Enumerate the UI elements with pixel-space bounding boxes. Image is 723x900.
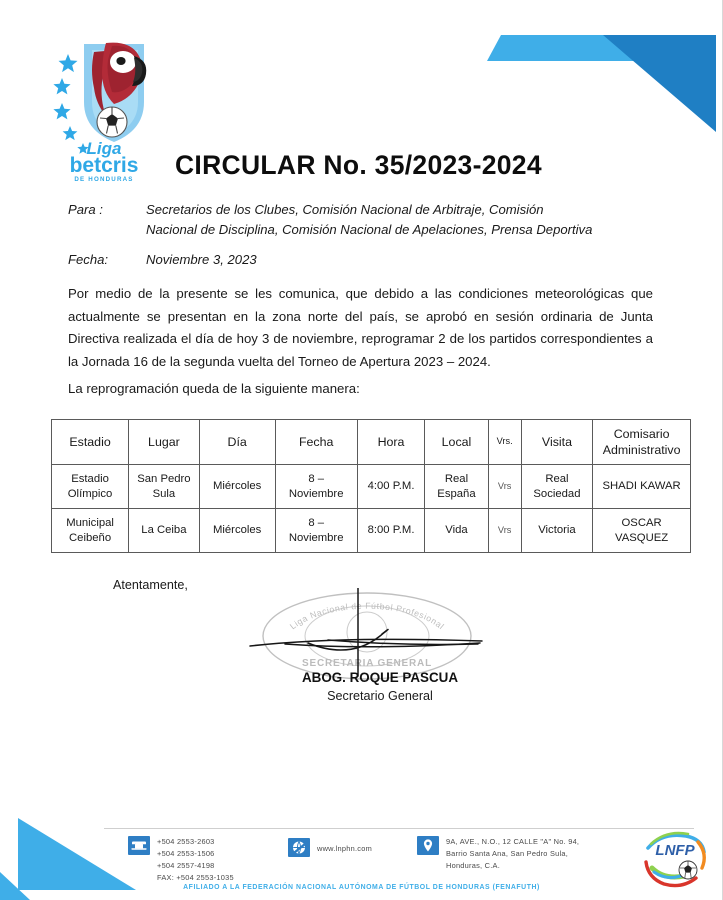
footer-address-group [417, 836, 579, 872]
footer-address-text [446, 836, 579, 872]
cell-fecha-line-2: Noviembre [288, 487, 344, 500]
address-line-2: Barrio Santa Ana, San Pedro Sula, [446, 848, 569, 858]
column-header-dia: Día [199, 420, 275, 465]
cell-local-line-1: Real [444, 472, 469, 485]
recipients-line-1: Secretarios de los Clubes, Comisión Nacional de Arbitraje, Comisión [146, 202, 544, 217]
fax-line: FAX: +504 2553-1035 [157, 872, 234, 882]
column-header-hora: Hora [357, 420, 425, 465]
cell-estadio [52, 509, 129, 553]
footer-divider [104, 828, 694, 829]
column-header-comisario-line-1: Comisario [613, 426, 670, 441]
cell-estadio-line-1: Estadio [71, 472, 109, 485]
cell-vrs: Vrs [488, 465, 521, 509]
lnfp-logo [640, 828, 710, 890]
recipients-block [68, 200, 668, 273]
column-header-local: Local [425, 420, 488, 465]
cell-comisario: SHADI KAWAR [593, 465, 691, 509]
cell-hora: 4:00 P.M. [357, 465, 425, 509]
table-body [52, 465, 691, 553]
cell-hora: 8:00 P.M. [357, 509, 425, 553]
lnfp-logo-text: LNFP [655, 842, 695, 859]
body-paragraph: Por medio de la presente se les comunica, que debido a las condiciones meteorológicas que actualmente se presentan en la zona norte del país, se aprobó en sesión ordinaria de Junta Directiva realizada el día de hoy 3 de noviembre, reprogramar 2 de los partidos correspondientes a la Jornada 16 de la segunda vuelta del Torneo de Apertura 2023 – 2024. [68, 286, 653, 370]
table-row [52, 465, 691, 509]
cell-visita [521, 465, 593, 509]
globe-icon [288, 838, 310, 857]
cell-fecha-line-1: 8 – [308, 516, 325, 529]
cell-fecha-line-1: 8 – [308, 472, 325, 485]
column-header-estadio: Estadio [52, 420, 129, 465]
signatory-role: Secretario General [327, 689, 433, 703]
recipients-label: Para : [68, 202, 103, 217]
cell-estadio-line-2: Olímpico [67, 487, 113, 500]
location-pin-icon [417, 836, 439, 855]
cell-visita: Victoria [521, 509, 593, 553]
cell-fecha [275, 465, 357, 509]
recipients-value [146, 200, 668, 241]
cell-comisario-line-2: VASQUEZ [615, 531, 669, 544]
address-line-3: Honduras, C.A. [446, 860, 501, 870]
table-intro-line: La reprogramación queda de la siguiente manera: [68, 381, 360, 396]
footer-website-url[interactable]: www.lnphn.com [317, 844, 373, 853]
cell-estadio [52, 465, 129, 509]
cell-fecha [275, 509, 357, 553]
affiliation-line: AFILIADO A LA FEDERACIÓN NACIONAL AUTÓNOMA DE FÚTBOL DE HONDURAS (FENAFUTH) [183, 884, 540, 891]
cell-lugar-line-2: Sula [152, 487, 176, 500]
column-header-lugar: Lugar [129, 420, 200, 465]
top-right-blue-triangle-decoration [603, 35, 716, 132]
footer-phone-group [128, 836, 234, 884]
cell-local-line-2: España [437, 487, 476, 500]
closing-salutation: Atentamente, [113, 578, 188, 592]
stamp-upper-text: Liga Nacional de Fútbol Profesional [287, 600, 447, 632]
logo-liga-text: Liga [86, 139, 122, 158]
logo-betcris-text: betcris [69, 154, 139, 177]
phone-icon [128, 836, 150, 855]
logo-de-honduras-text: DE HONDURAS [74, 176, 134, 182]
footer-website-group[interactable] [288, 838, 372, 857]
column-header-fecha: Fecha [275, 420, 357, 465]
phone-line-3: +504 2557-4198 [157, 860, 215, 870]
cell-lugar: La Ceiba [129, 509, 200, 553]
date-row [68, 250, 668, 270]
date-value: Noviembre 3, 2023 [146, 251, 257, 267]
phone-line-2: +504 2553-1506 [157, 848, 215, 858]
cell-dia: Miércoles [199, 465, 275, 509]
match-schedule-table [51, 419, 691, 553]
table-header [52, 420, 691, 465]
cell-fecha-line-2: Noviembre [288, 531, 344, 544]
cell-lugar [129, 465, 200, 509]
column-header-comisario-line-2: Administrativo [602, 443, 681, 457]
liga-betcris-logo [48, 30, 160, 182]
cell-lugar-line-1: San Pedro [137, 472, 191, 485]
page-title: CIRCULAR No. 35/2023-2024 [175, 150, 542, 180]
cell-estadio-line-1: Municipal [66, 516, 114, 529]
table-header-row [52, 420, 691, 465]
column-header-visita: Visita [521, 420, 593, 465]
cell-visita-line-1: Real [545, 472, 569, 485]
table-row [52, 509, 691, 553]
column-header-vrs: Vrs. [488, 420, 521, 465]
cell-estadio-line-2: Ceibeño [69, 531, 112, 544]
address-line-1: 9A, AVE., N.O., 12 CALLE "A" No. 94, [446, 837, 580, 846]
column-header-comisario-administrativo [593, 420, 691, 465]
cell-dia: Miércoles [199, 509, 275, 553]
footer-phone-numbers [157, 836, 234, 884]
cell-local [425, 465, 488, 509]
cell-comisario [593, 509, 691, 553]
phone-line-1: +504 2553-2603 [157, 837, 215, 846]
signatory-name: ABOG. ROQUE PASCUA [302, 670, 458, 685]
recipients-line-2: Nacional de Disciplina, Comisión Nacional de Apelaciones, Prensa Deportiva [146, 222, 593, 238]
date-label: Fecha: [68, 251, 109, 267]
signature-block [230, 588, 530, 716]
cell-visita-line-2: Sociedad [533, 487, 581, 500]
cell-vrs: Vrs [488, 509, 521, 553]
recipients-row [68, 200, 668, 241]
stamp-lower-text: SECRETARIA GENERAL [302, 658, 432, 669]
cell-comisario-line-1: OSCAR [621, 516, 662, 529]
cell-local: Vida [425, 509, 488, 553]
